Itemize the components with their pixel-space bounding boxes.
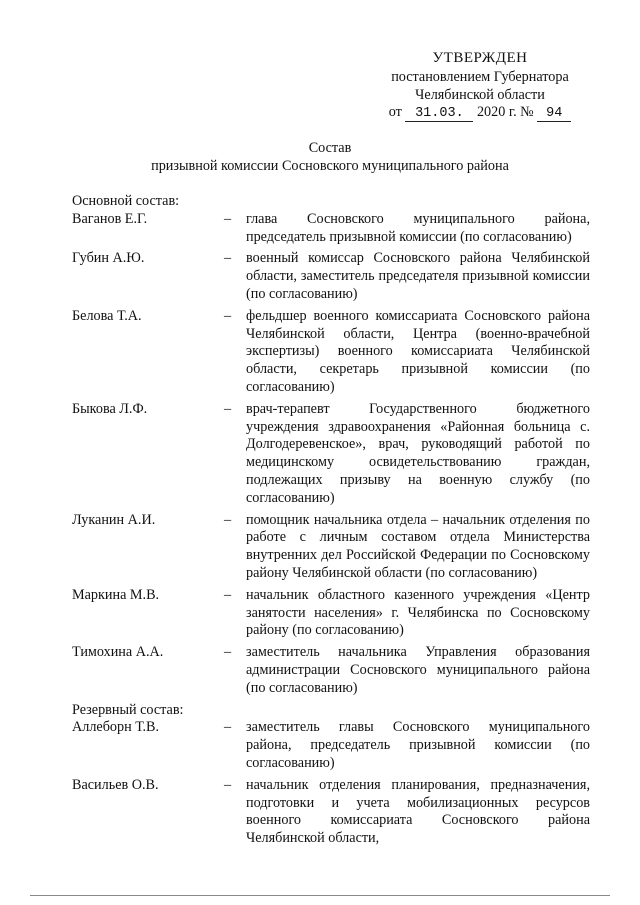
member-row [72,211,590,247]
reserve-members [72,719,590,848]
member-row [72,777,590,848]
approval-line-2: Челябинской области [415,86,545,103]
member-role: помощник начальника отдела – начальник отделения по работе с личным составом отдела Министерства внутренних дел Российской Федерации по Сосновскому району Челябинской области (по согласованию) [246,511,590,581]
approval-line-1: постановлением Губернатора [391,68,569,85]
approval-date-line [370,104,590,122]
member-name: Губин А.Ю. [72,250,145,267]
member-role: фельдшер военного комиссариата Сосновского района Челябинской области, Центра (военно-врачебной экспертизы) военного комиссариата Челябинской области, секретарь призывной комиссии (по согласованию) [246,307,590,395]
member-row [72,401,590,508]
page-bottom-rule [30,895,610,896]
member-role: врач-терапевт Государственного бюджетного учреждения здравоохранения «Районная больница с. Долгодеревенское», врач, руководящий работой по медицинскому освидетельствованию граждан, подлежащих призыву на военную службу (по согласованию) [246,400,590,506]
member-row [72,719,590,772]
title-line-1: Состав [308,140,352,156]
approval-stamp [370,50,590,122]
commission-list [72,193,590,852]
member-name: Луканин А.И. [72,511,156,528]
member-role: заместитель начальника Управления образования администрации Сосновского муниципального района (по согласованию) [246,644,590,696]
member-dash: – [224,586,232,603]
approval-year: 2020 г. [476,104,517,121]
member-name: Васильев О.В. [72,776,159,793]
member-name: Белова Т.А. [72,307,142,324]
member-row [72,250,590,303]
member-dash: – [224,210,232,227]
member-name: Быкова Л.Ф. [72,400,148,417]
main-section-label: Основной состав: [72,193,180,209]
reserve-section-label: Резервный состав: [72,701,184,718]
member-name: Ваганов Е.Г. [72,210,148,227]
member-role: начальник отделения планирования, предназначения, подготовки и учета мобилизационных ресурсов военного комиссариата Сосновского района Челябинской области, [246,776,590,847]
member-dash: – [224,250,232,267]
document-title [60,140,600,176]
member-dash: – [224,511,232,528]
member-role: начальник областного казенного учреждения «Центр занятости населения» г. Челябинска по Сосновскому району (по согласованию) [246,586,590,639]
member-dash: – [224,400,232,417]
member-dash: – [224,776,232,793]
member-dash: – [224,307,232,324]
member-role: глава Сосновского муниципального района, председатель призывной комиссии (по согласованию) [246,210,590,245]
member-row [72,512,590,583]
title-line-2: призывной комиссии Сосновского муниципального района [151,157,509,174]
main-members [72,211,590,698]
approval-heading: УТВЕРЖДЕН [432,50,528,66]
approval-number-sign: № [520,104,534,121]
member-role: заместитель главы Сосновского муниципального района, председатель призывной комиссии (по согласованию) [246,719,590,771]
approval-number: 94 [537,106,571,122]
approval-date: 31.03. [405,106,473,122]
member-name: Маркина М.В. [72,586,160,603]
member-row [72,587,590,640]
member-name: Тимохина А.А. [72,644,164,661]
approval-from-prefix: от [388,104,402,121]
member-role: военный комиссар Сосновского района Челябинской области, заместитель председателя призывной комиссии (по согласованию) [246,250,590,302]
member-name: Аллеборн Т.В. [72,719,160,736]
member-row [72,308,590,397]
member-dash: – [224,644,232,661]
member-dash: – [224,719,232,736]
member-row [72,644,590,697]
